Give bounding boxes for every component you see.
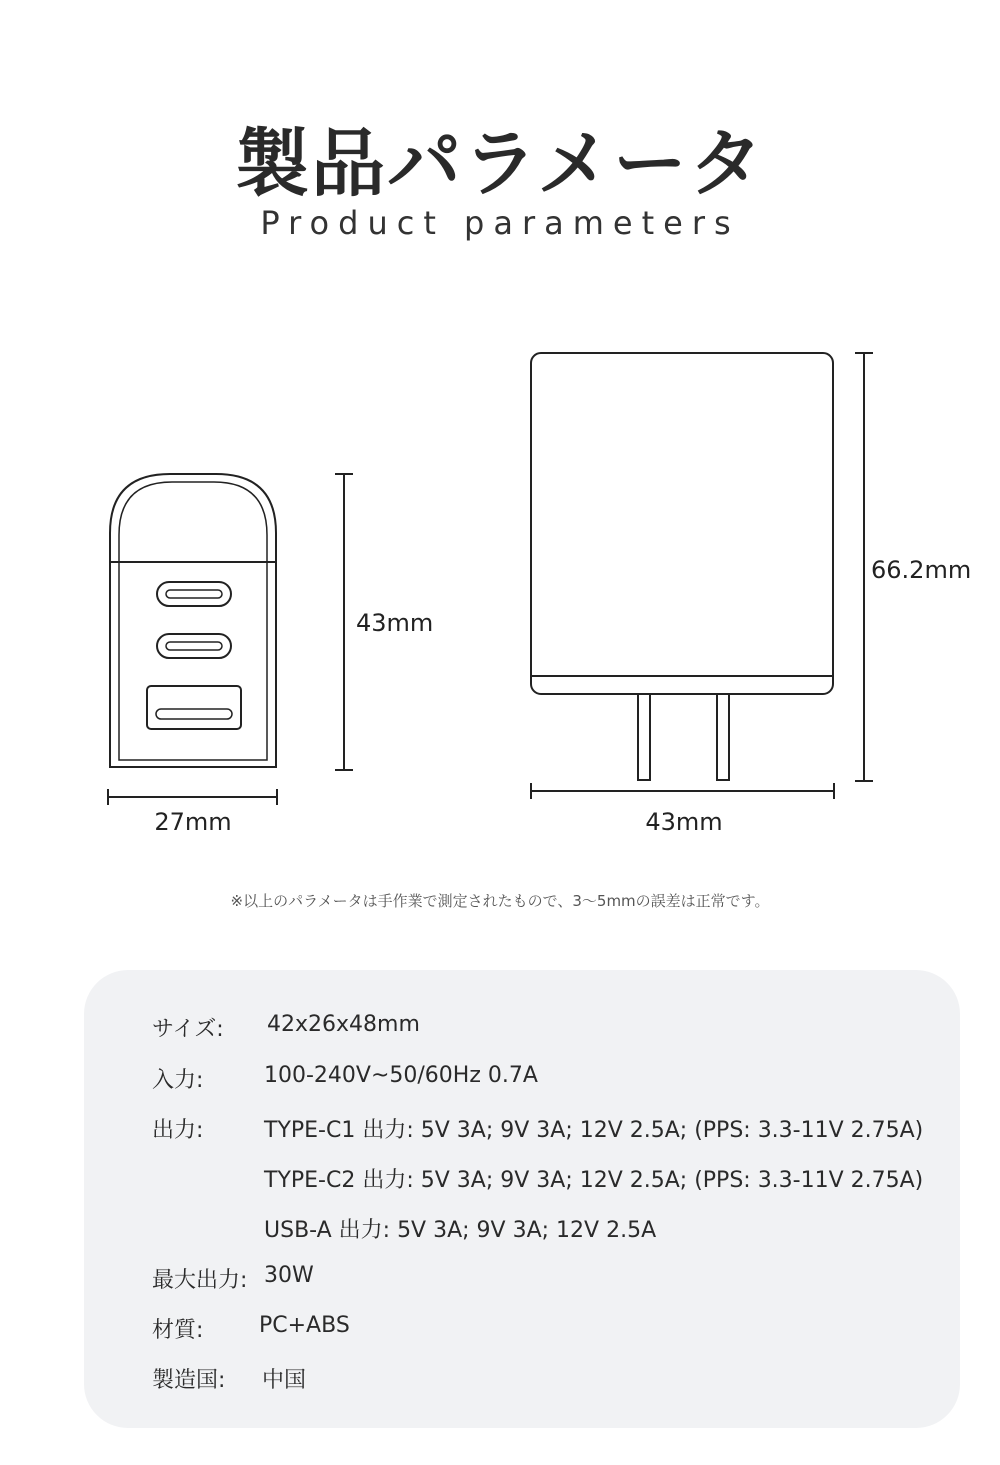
spec-value: 100-240V~50/60Hz 0.7A: [264, 1063, 538, 1088]
spec-label: 最大出力:: [152, 1268, 248, 1293]
spec-label: サイズ:: [152, 1017, 224, 1042]
page-subtitle: Product parameters: [260, 204, 740, 242]
usb-a-port: [147, 686, 241, 729]
left-prong: [638, 694, 650, 780]
spec-value: 中国: [262, 1368, 307, 1393]
spec-value: 42x26x48mm: [267, 1012, 420, 1037]
side-width-label: 43mm: [645, 808, 723, 836]
spec-label: 材質:: [152, 1318, 204, 1343]
spec-value: 30W: [264, 1263, 314, 1288]
side-width-dimension: [531, 783, 834, 799]
front-height-dimension: [335, 474, 353, 770]
front-width-label: 27mm: [154, 808, 232, 836]
spec-value: USB-A 出力: 5V 3A; 9V 3A; 12V 2.5A: [264, 1218, 657, 1243]
measurement-note: ※以上のパラメータは手作業で測定されたもので、3〜5mmの誤差は正常です。: [230, 892, 770, 910]
spec-value: TYPE-C2 出力: 5V 3A; 9V 3A; 12V 2.5A; (PPS: 3.3-11V 2.75A): [264, 1168, 924, 1193]
side-body-outline: [531, 353, 833, 694]
usb-a-port-inner: [156, 709, 232, 719]
side-height-label: 66.2mm: [871, 556, 972, 584]
front-height-label: 43mm: [356, 609, 434, 637]
charger-side-view: [531, 353, 833, 780]
spec-value: TYPE-C1 出力: 5V 3A; 9V 3A; 12V 2.5A; (PPS: 3.3-11V 2.75A): [264, 1118, 924, 1143]
spec-label: 入力:: [152, 1068, 204, 1093]
spec-label: 製造国:: [152, 1368, 226, 1393]
type-c1-port: [157, 582, 231, 606]
type-c2-port-inner: [166, 642, 222, 650]
page-title: 製品パラメータ: [235, 121, 765, 207]
charger-front-view: [110, 474, 276, 767]
type-c1-port-inner: [166, 590, 222, 598]
front-width-dimension: [108, 789, 277, 805]
right-prong: [717, 694, 729, 780]
type-c2-port: [157, 634, 231, 658]
spec-label: 出力:: [152, 1118, 204, 1143]
front-body-outline: [110, 474, 276, 767]
spec-value: PC+ABS: [259, 1313, 350, 1338]
